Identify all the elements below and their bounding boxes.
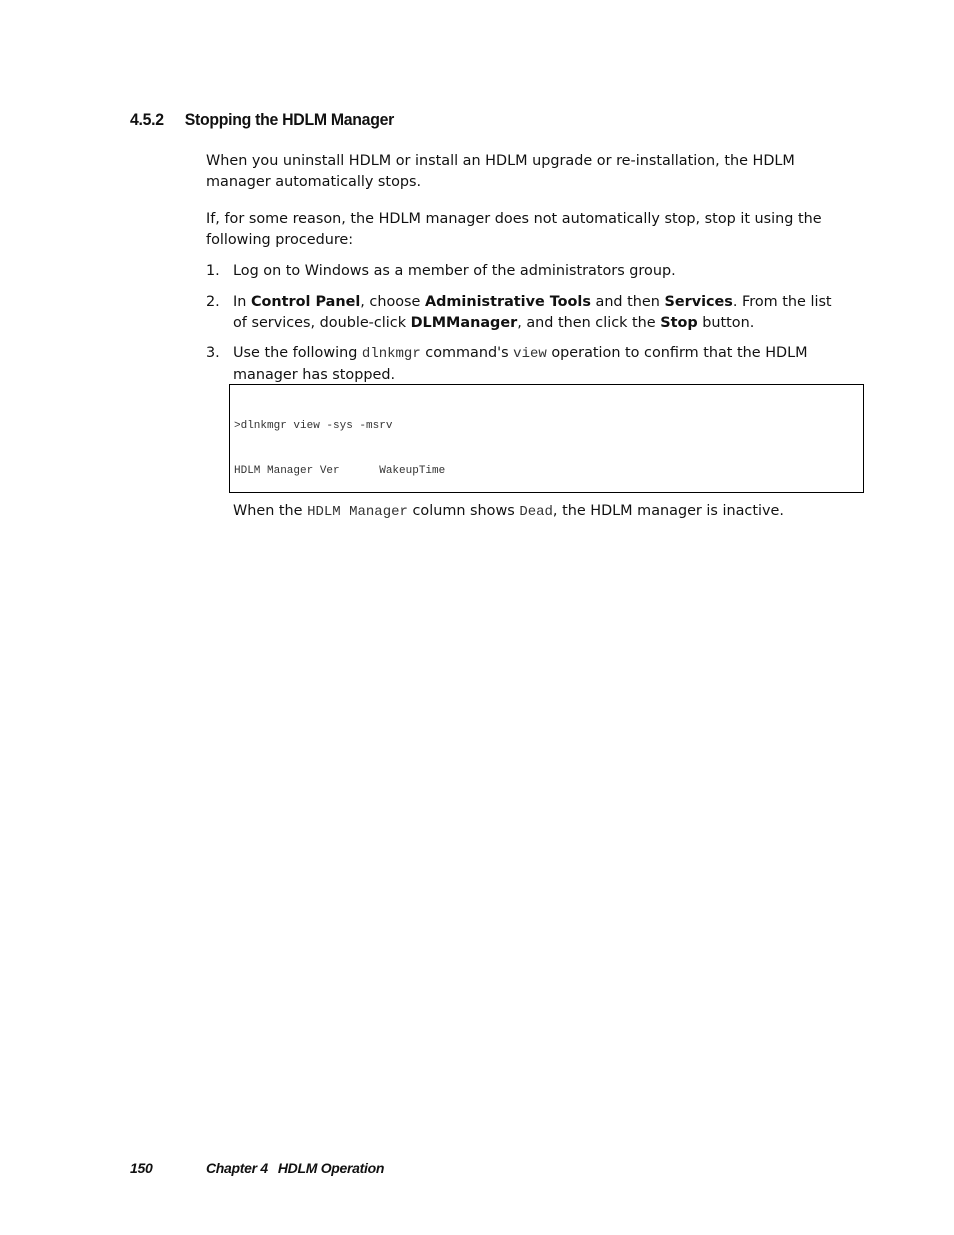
code-line: >dlnkmgr view -sys -msrv (234, 420, 393, 432)
dlnkmgr-code: dlnkmgr (361, 346, 421, 362)
text: , choose (360, 294, 425, 310)
step-2 (206, 292, 846, 333)
page-number: 150 (130, 1160, 153, 1176)
text: Use the following (233, 345, 362, 361)
text: button. (697, 314, 755, 331)
services-term: Services (664, 294, 733, 310)
section-title: Stopping the HDLM Manager (184, 111, 394, 129)
control-panel-term: Control Panel (250, 294, 361, 310)
code-line: HDLM Manager Ver WakeupTime (234, 465, 446, 477)
text: . From the list of services, double-click (233, 294, 832, 331)
hdlm-manager-code: HDLM Manager (307, 504, 408, 520)
text: column shows (407, 503, 520, 519)
step-text (233, 292, 846, 333)
text: , the HDLM manager is inactive. (552, 503, 784, 519)
text: In (233, 294, 251, 310)
step-1 (206, 261, 846, 282)
section-number: 4.5.2 (130, 111, 164, 129)
dead-code: Dead (519, 504, 553, 520)
chapter-label (206, 1160, 384, 1176)
administrative-tools-term: Administrative Tools (424, 294, 591, 310)
procedure-intro-paragraph: If, for some reason, the HDLM manager does not automatically stop, stop it using the following procedure: (206, 211, 822, 248)
command-output-block (229, 384, 864, 493)
result-note (233, 501, 853, 523)
step-3 (206, 343, 846, 385)
section-heading (130, 111, 394, 130)
view-code: view (513, 346, 547, 362)
text: operation to confirm that the HDLM manager has stopped. (233, 345, 808, 383)
text: When the (233, 503, 308, 519)
chapter-title: HDLM Operation (277, 1160, 385, 1176)
step-text (233, 343, 846, 385)
step-number: 3. (206, 345, 220, 361)
intro-paragraph: When you uninstall HDLM or install an HDLM upgrade or re-installation, the HDLM manager automatically stops. (206, 153, 795, 190)
text: and then (590, 294, 665, 310)
step-number: 2. (206, 294, 220, 310)
text: command's (420, 345, 514, 361)
chapter-number: Chapter 4 (206, 1160, 268, 1176)
stop-term: Stop (660, 314, 698, 331)
dlmmanager-term: DLMManager (410, 314, 518, 331)
step-text: Log on to Windows as a member of the administrators group. (233, 263, 676, 279)
text: , and then click the (517, 314, 661, 331)
step-number: 1. (206, 263, 220, 279)
